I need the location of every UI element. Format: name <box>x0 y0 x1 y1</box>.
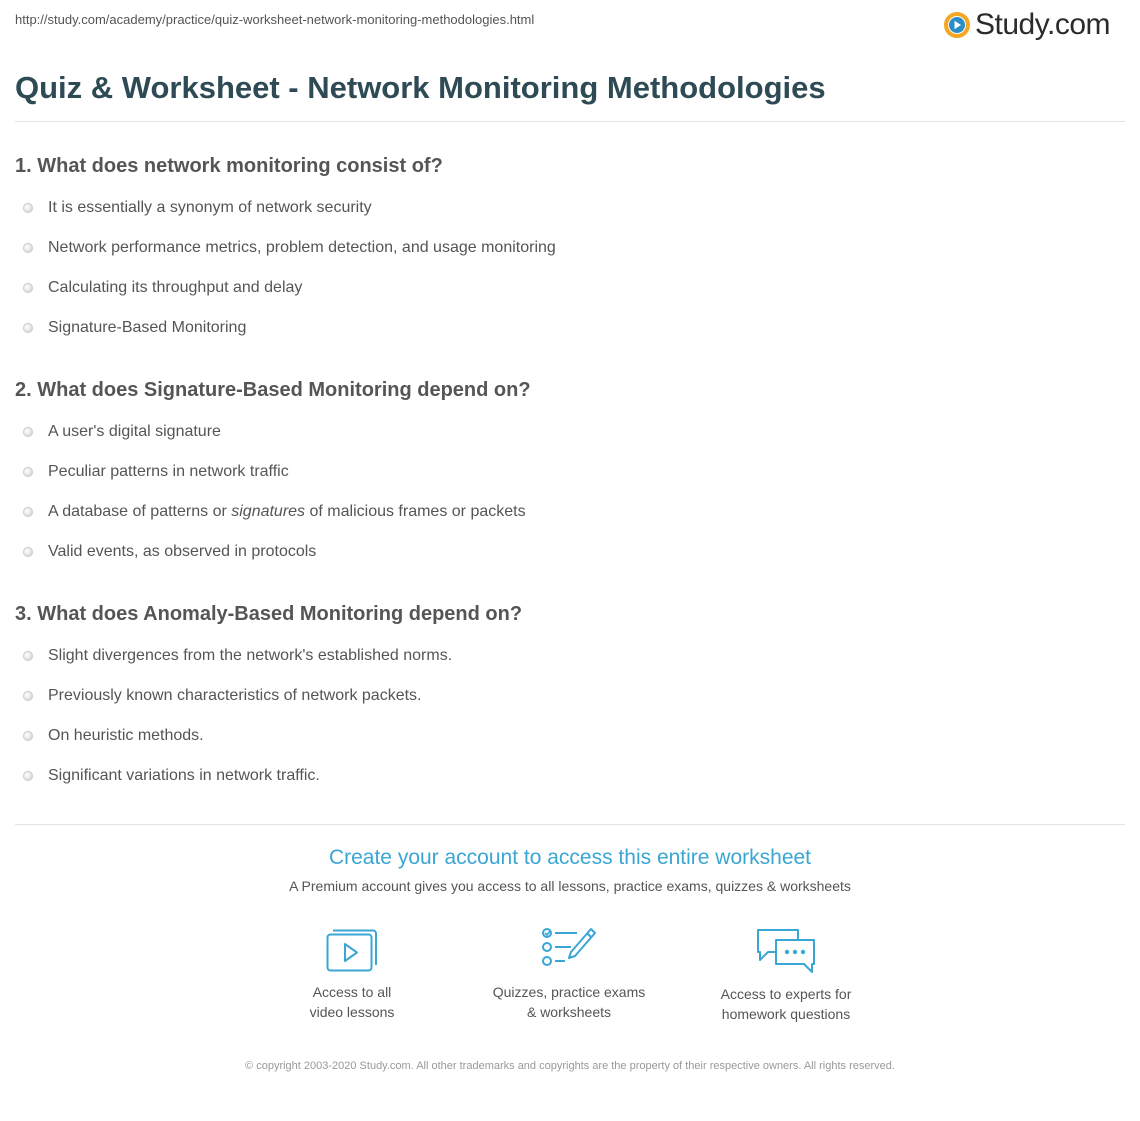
radio-icon[interactable] <box>23 427 33 437</box>
question-3: 3. What does Anomaly-Based Monitoring depend on? <box>15 603 523 625</box>
answer-option[interactable] <box>23 645 452 667</box>
radio-icon[interactable] <box>23 243 33 253</box>
answer-text: On heuristic methods. <box>48 727 204 744</box>
section-divider <box>15 824 1125 825</box>
radio-icon[interactable] <box>23 507 33 517</box>
answer-option[interactable] <box>23 765 320 787</box>
feature-label: Quizzes, practice exams & worksheets <box>492 984 646 1020</box>
answer-option[interactable] <box>23 277 302 299</box>
page-title: Quiz & Worksheet - Network Monitoring Methodologies <box>15 70 826 105</box>
premium-description: A Premium account gives you access to all lessons, practice exams, quizzes & worksheets <box>289 878 851 894</box>
radio-icon[interactable] <box>23 323 33 333</box>
answer-text: Calculating its throughput and delay <box>48 279 303 296</box>
answer-text: A user's digital signature <box>48 423 221 440</box>
answer-text: Previously known characteristics of network packets. <box>48 687 422 704</box>
answer-text: A database of patterns or signatures of malicious frames or packets <box>48 503 526 520</box>
answer-text: Signature-Based Monitoring <box>48 319 247 336</box>
question-2: 2. What does Signature-Based Monitoring depend on? <box>15 379 531 401</box>
study-logo[interactable] <box>944 6 1110 44</box>
logo-text: Study.com <box>975 8 1110 41</box>
answer-text: Network performance metrics, problem detection, and usage monitoring <box>48 239 556 256</box>
answer-option[interactable] <box>23 421 221 443</box>
radio-icon[interactable] <box>23 731 33 741</box>
answer-option[interactable] <box>23 685 421 707</box>
chat-experts-icon <box>754 926 818 974</box>
feature-label: Access to experts for homework questions <box>720 986 852 1022</box>
video-lesson-icon <box>325 926 379 972</box>
question-1: 1. What does network monitoring consist of? <box>15 155 443 177</box>
title-divider <box>15 121 1125 122</box>
answer-option[interactable] <box>23 197 372 219</box>
answer-text: Peculiar patterns in network traffic <box>48 463 289 480</box>
answer-option[interactable] <box>23 461 289 483</box>
radio-icon[interactable] <box>23 547 33 557</box>
radio-icon[interactable] <box>23 203 33 213</box>
answer-text: Significant variations in network traffic. <box>48 767 320 784</box>
feature-quizzes <box>474 926 664 1022</box>
answer-text: It is essentially a synonym of network security <box>48 199 372 216</box>
page-url: http://study.com/academy/practice/quiz-worksheet-network-monitoring-methodologies.html <box>15 12 535 27</box>
answer-option[interactable] <box>23 725 204 747</box>
quiz-checklist-icon <box>541 926 597 972</box>
create-account-link[interactable]: Create your account to access this entire worksheet <box>328 846 812 869</box>
feature-video-lessons <box>257 926 447 1022</box>
feature-label: Access to all video lessons <box>309 984 395 1020</box>
copyright-footer: © copyright 2003-2020 Study.com. All other trademarks and copyrights are the property of their respective owners. All rights reserved. <box>245 1060 895 1072</box>
answer-option[interactable] <box>23 237 556 259</box>
radio-icon[interactable] <box>23 467 33 477</box>
radio-icon[interactable] <box>23 771 33 781</box>
radio-icon[interactable] <box>23 283 33 293</box>
answer-option[interactable] <box>23 501 526 523</box>
answer-option[interactable] <box>23 317 246 339</box>
radio-icon[interactable] <box>23 691 33 701</box>
play-circle-icon <box>944 12 970 38</box>
answer-option[interactable] <box>23 541 316 563</box>
answer-text: Valid events, as observed in protocols <box>48 543 317 560</box>
feature-experts <box>691 926 881 1024</box>
answer-text: Slight divergences from the network's established norms. <box>48 647 453 664</box>
radio-icon[interactable] <box>23 651 33 661</box>
